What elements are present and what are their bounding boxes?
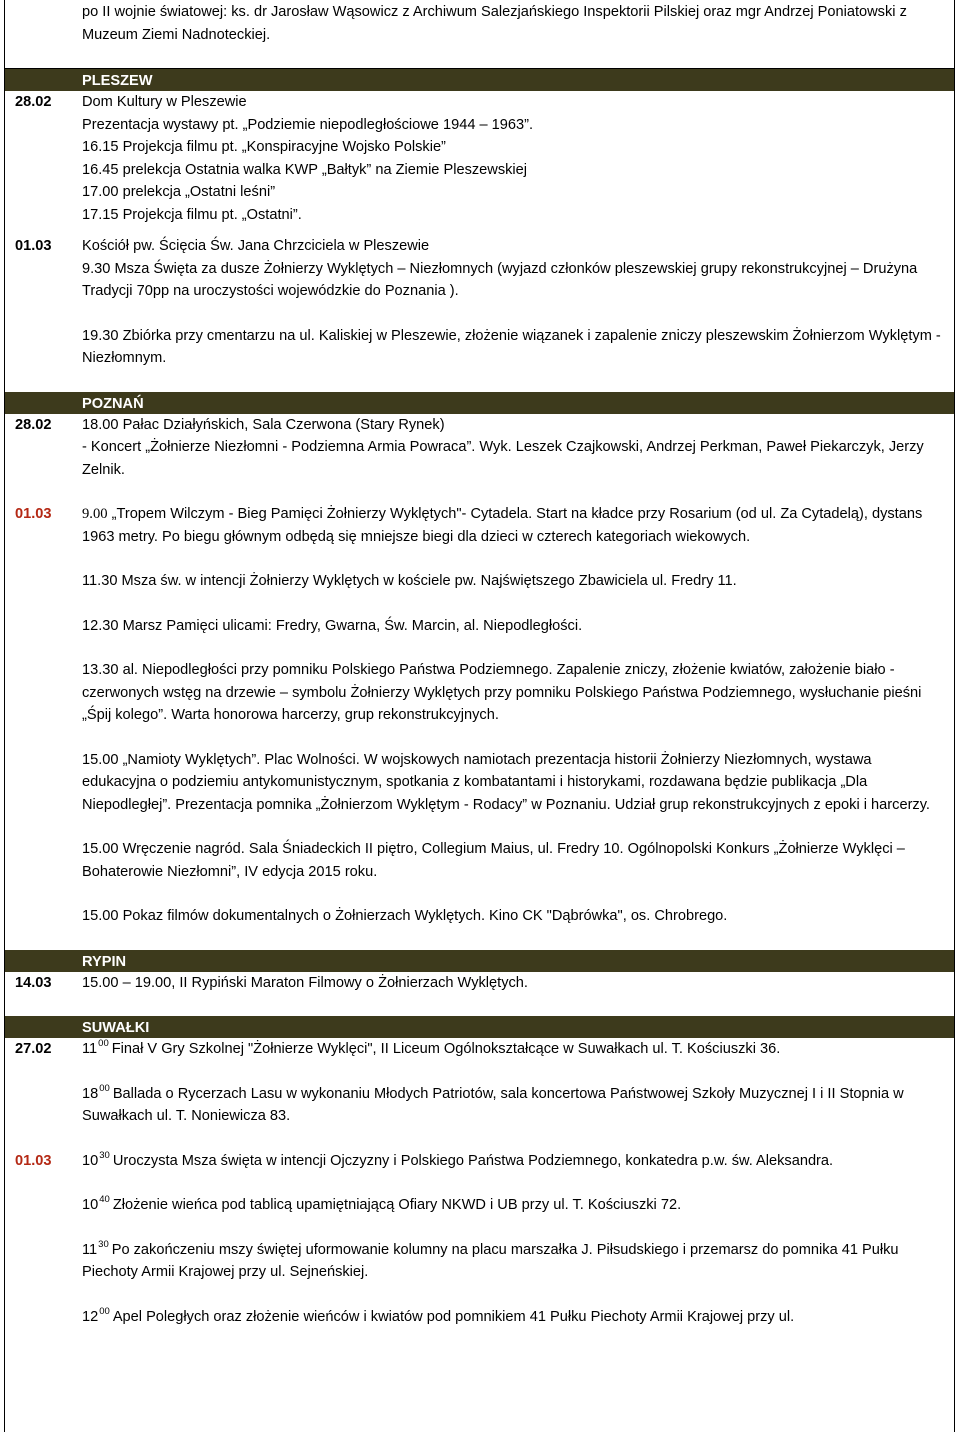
- event-line: Kościół pw. Ścięcia Św. Jana Chrzciciela w Pleszewie: [82, 238, 430, 254]
- event-date: 01.03: [15, 1152, 52, 1169]
- event-line: 15.00 Wręczenie nagród. Sala Śniadeckich II piętro, Collegium Maius, ul. Fredry 10. Ogólnopolski Konkurs „Żołnierze Wyklęci – Bohaterowie Niezłomni”, IV edycja 2015 roku.: [82, 841, 905, 880]
- city-name: SUWAŁKI: [80, 1016, 954, 1038]
- event-line: 15.00 „Namioty Wyklętych”. Plac Wolności. W wojskowych namiotach prezentacja historii Żołnierzy Niezłomnych, wystawa edukacyjna o podziemiu antykomunistycznym, spotkania z kombatantami i historykami, rozdawana będzie publikacja „Dla Niepodległej”. Prezentacja pomnika „Żołnierzom Wyklętym - Rodacy” w Poznaniu. Udział grup rekonstrukcyjnych z epoki i harcerzy.: [82, 751, 930, 813]
- event-line: 16.45 prelekcja Ostatnia walka KWP „Bałtyk” na Ziemie Pleszewskiej: [82, 161, 528, 178]
- event-text: Po zakończeniu mszy świętej uformowanie kolumny na placu marszałka J. Piłsudskiego i przemarsz do pomnika 41 Pułku Piechoty Armii Krajowej przy ul. Sejneńskiej.: [82, 1241, 899, 1280]
- events-table: [5, 69, 954, 1328]
- document-page: [4, 0, 955, 1432]
- event-minute: 00: [99, 1082, 110, 1094]
- event-text: „Tropem Wilczym - Bieg Pamięci Żołnierzy Wyklętych"- Cytadela. Start na kładce przy Rosarium (od ul. Za Cytadelą), dystans 1963 metry. Po biegu głównym odbędą się mniejsze biegi dla dzieci w czterech kategoriach wiekowych.: [82, 506, 923, 545]
- event-line: 9.30 Msza Święta za dusze Żołnierzy Wyklętych – Niezłomnych (wyjazd członków pleszewskiej grupy rekonstrukcyjnej – Drużyna Tradycji 70pp na uroczystości wojewódzkie do Poznania ).: [82, 260, 918, 299]
- city-header-poznan: [5, 392, 954, 414]
- city-header-pleszew: [5, 69, 954, 91]
- event-minute: 00: [99, 1305, 110, 1317]
- event-hour: 18: [82, 1085, 99, 1102]
- city-name: PLESZEW: [80, 69, 954, 91]
- event-text: Ballada o Rycerzach Lasu w wykonaniu Młodych Patriotów, sala koncertowa Państwowej Szkoły Muzycznej I i II Stopnia w Suwałkach ul. T. Noniewicza 83.: [82, 1085, 904, 1124]
- event-line: [82, 1083, 944, 1128]
- event-hour: 12: [82, 1308, 99, 1325]
- event-row: [5, 91, 954, 235]
- event-line: 18.00 Pałac Działyńskich, Sala Czerwona (Stary Rynek): [82, 416, 445, 433]
- event-minute: 30: [98, 1238, 109, 1250]
- event-hour: 10: [82, 1197, 99, 1213]
- event-hour: 11: [82, 1241, 98, 1258]
- divider: [5, 46, 954, 69]
- event-line: - Koncert „Żołnierze Niezłomni - Podziemna Armia Powraca”. Wyk. Leszek Czajkowski, Andrzej Perkman, Paweł Piekarczyk, Jerzy Zelnik.: [82, 439, 924, 478]
- event-line: [82, 1150, 944, 1173]
- event-date: 14.03: [15, 974, 52, 991]
- event-line: Prezentacja wystawy pt. „Podziemie niepodległościowe 1944 – 1963”.: [82, 116, 534, 133]
- event-text: Uroczysta Msza święta w intencji Ojczyzny i Polskiego Państwa Podziemnego, konkatedra p.w. św. Aleksandra.: [112, 1152, 834, 1169]
- event-line: 15.00 – 19.00, II Rypiński Maraton Filmowy o Żołnierzach Wyklętych.: [82, 974, 528, 991]
- event-line: 11.30 Msza św. w intencji Żołnierzy Wyklętych w kościele pw. Najświętszego Zbawiciela ul. Fredry 11.: [82, 573, 737, 589]
- event-line: 16.15 Projekcja filmu pt. „Konspiracyjne Wojsko Polskie”: [82, 139, 446, 155]
- event-date: 28.02: [15, 94, 52, 110]
- event-minute: 00: [98, 1038, 109, 1049]
- event-text: Apel Poległych oraz złożenie wieńców i kwiatów pod pomnikiem 41 Pułku Piechoty Armii Krajowej przy ul.: [112, 1308, 795, 1325]
- event-date: 28.02: [15, 416, 52, 433]
- event-row: [5, 1150, 954, 1329]
- event-hour: 11: [82, 1041, 98, 1057]
- city-header-rypin: [5, 950, 954, 972]
- event-line: 15.00 Pokaz filmów dokumentalnych o Żołnierzach Wyklętych. Kino CK "Dąbrówka", os. Chrobrego.: [82, 908, 728, 924]
- city-header-suwalki: [5, 1016, 954, 1038]
- event-line: [82, 1038, 944, 1061]
- event-text: Finał V Gry Szkolnej "Żołnierze Wyklęci", II Liceum Ogólnokształcące w Suwałkach ul. T. Kościuszki 36.: [111, 1041, 781, 1057]
- event-hour: 10: [82, 1152, 99, 1169]
- intro-text: [5, 0, 954, 46]
- event-line: [82, 1306, 944, 1329]
- event-line: [82, 1239, 944, 1284]
- event-minute: 40: [99, 1194, 110, 1205]
- event-line: 17.15 Projekcja filmu pt. „Ostatni”.: [82, 206, 302, 223]
- event-line: Dom Kultury w Pleszewie: [82, 94, 247, 110]
- intro-paragraph: po II wojnie światowej: ks. dr Jarosław Wąsowicz z Archiwum Salezjańskiego Inspektorii Pilskiej oraz mgr Andrzej Poniatowski z Muzeum Ziemi Nadnoteckiej.: [82, 4, 907, 43]
- city-name: POZNAŃ: [80, 392, 954, 414]
- event-minute: 30: [99, 1149, 110, 1161]
- event-line: [82, 1194, 944, 1217]
- event-date: 01.03: [15, 238, 52, 254]
- event-time: 9.00: [82, 506, 108, 522]
- city-name: RYPIN: [80, 950, 954, 972]
- event-date: 27.02: [15, 1041, 52, 1057]
- event-line: 13.30 al. Niepodległości przy pomniku Polskiego Państwa Podziemnego. Zapalenie zniczy, złożenie kwiatów, założenie biało - czerwonych wstęg na drzewie – symbolu Żołnierzy Wyklętych przy pomniku Polskiego Państwa Podziemnego, wysłuchanie pieśni „Śpij kolego”. Warta honorowa harcerzy, grup rekonstrukcyjnych.: [82, 662, 922, 723]
- event-line: 17.00 prelekcja „Ostatni leśni”: [82, 184, 276, 200]
- event-row: [5, 414, 954, 504]
- event-row: [5, 503, 954, 950]
- event-line: 19.30 Zbiórka przy cmentarzu na ul. Kaliskiej w Pleszewie, złożenie wiązanek i zapalenie zniczy pleszewskim Żołnierzom Wyklętym - Niezłomnym.: [82, 327, 941, 366]
- event-line: 12.30 Marsz Pamięci ulicami: Fredry, Gwarna, Św. Marcin, al. Niepodległości.: [82, 617, 583, 634]
- event-row: [5, 235, 954, 392]
- event-row: [5, 972, 954, 1017]
- event-date: 01.03: [15, 506, 52, 522]
- event-row: [5, 1038, 954, 1150]
- event-text: Złożenie wieńca pod tablicą upamiętniającą Ofiary NKWD i UB przy ul. T. Kościuszki 72.: [112, 1197, 682, 1213]
- event-line: [82, 503, 944, 548]
